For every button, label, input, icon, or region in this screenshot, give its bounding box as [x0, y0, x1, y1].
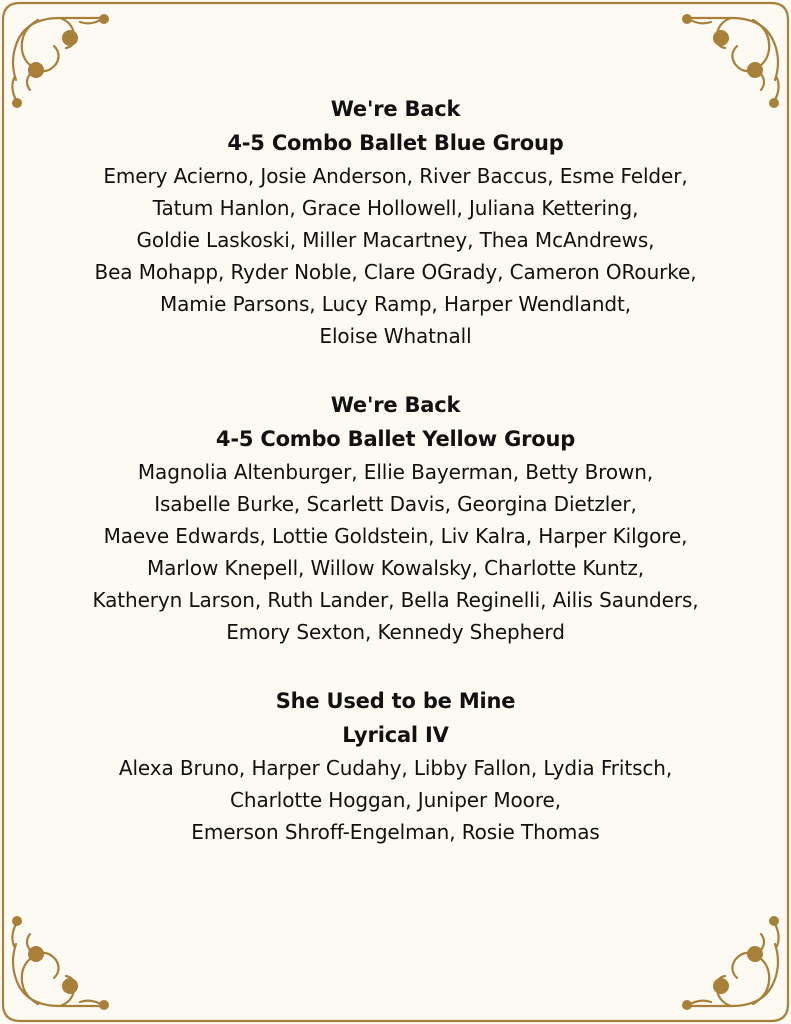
section-subtitle: 4-5 Combo Ballet Blue Group	[227, 131, 564, 155]
names-line: Marlow Knepell, Willow Kowalsky, Charlotte Kuntz,	[146, 556, 644, 580]
dancer-names	[30, 456, 761, 648]
section-subtitle: Lyrical IV	[342, 723, 449, 747]
names-line: Bea Mohapp, Ryder Noble, Clare OGrady, Cameron ORourke,	[94, 260, 697, 284]
section-subtitle: 4-5 Combo Ballet Yellow Group	[215, 427, 576, 451]
corner-flourish-top-left	[12, 18, 104, 100]
names-line: Eloise Whatnall	[319, 324, 472, 348]
names-line: Tatum Hanlon, Grace Hollowell, Juliana Kettering,	[152, 196, 639, 220]
names-line: Isabelle Burke, Scarlett Davis, Georgina Dietzler,	[154, 492, 637, 516]
names-line: Maeve Edwards, Lottie Goldstein, Liv Kalra, Harper Kilgore,	[103, 524, 688, 548]
names-line: Goldie Laskoski, Miller Macartney, Thea McAndrews,	[136, 228, 655, 252]
names-line: Charlotte Hoggan, Juniper Moore,	[230, 788, 561, 812]
dancer-names	[30, 752, 761, 848]
dancer-names	[30, 160, 761, 352]
section-title: She Used to be Mine	[275, 689, 516, 713]
section-yellow-group	[30, 388, 761, 648]
names-line: Katheryn Larson, Ruth Lander, Bella Reginelli, Ailis Saunders,	[92, 588, 699, 612]
names-line: Mamie Parsons, Lucy Ramp, Harper Wendlandt,	[159, 292, 632, 316]
program-content	[30, 92, 761, 884]
names-line: Alexa Bruno, Harper Cudahy, Libby Fallon, Lydia Fritsch,	[118, 756, 673, 780]
names-line: Emory Sexton, Kennedy Shepherd	[226, 620, 565, 644]
section-title: We're Back	[330, 393, 461, 417]
section-blue-group	[30, 92, 761, 352]
names-line: Emery Acierno, Josie Anderson, River Baccus, Esme Felder,	[103, 164, 688, 188]
names-line: Emerson Shroff-Engelman, Rosie Thomas	[191, 820, 600, 844]
names-line: Magnolia Altenburger, Ellie Bayerman, Betty Brown,	[137, 460, 654, 484]
section-title: We're Back	[330, 97, 461, 121]
section-lyrical-iv	[30, 684, 761, 848]
